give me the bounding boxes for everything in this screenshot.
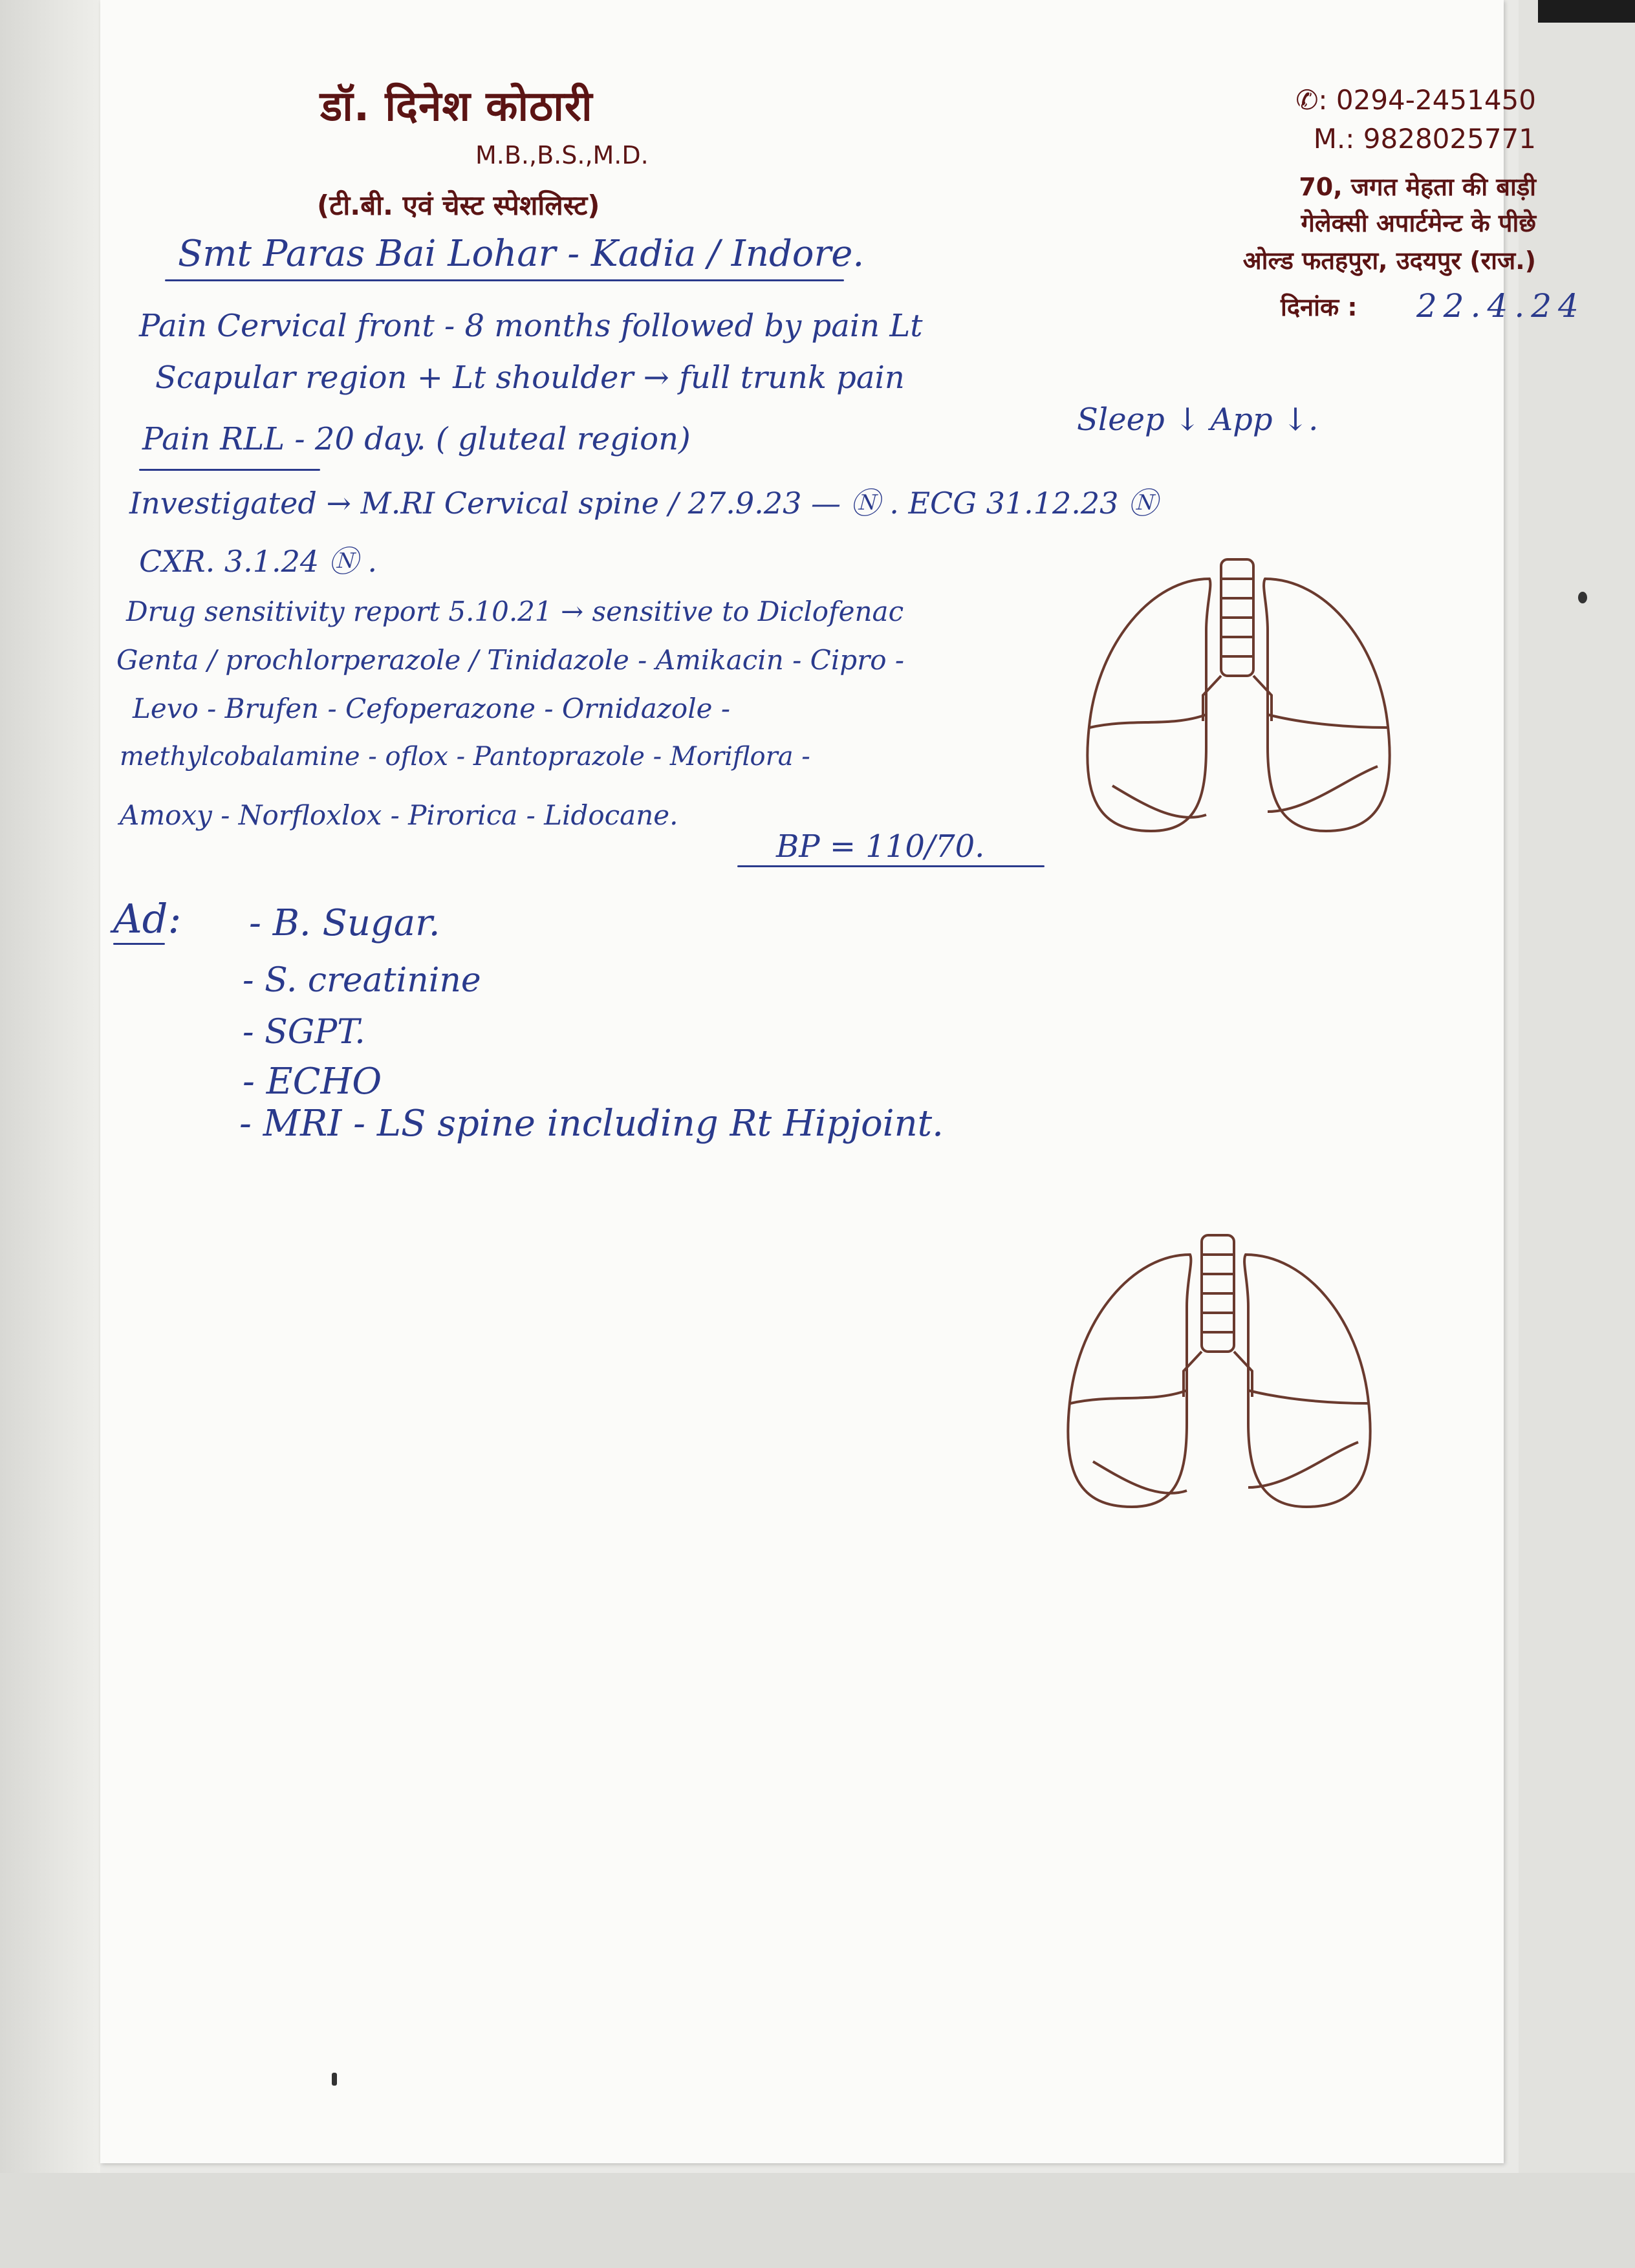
sleep-appetite-note: Sleep ↓ App ↓.	[1077, 402, 1319, 438]
date-label: दिनांक :	[1281, 293, 1358, 321]
lungs-diagram-icon	[1074, 553, 1410, 844]
drug-sensitivity-line: Drug sensitivity report 5.10.21 → sensitive to Diclofenac	[126, 596, 904, 627]
doctor-specialty: (टी.बी. एवं चेस्ट स्पेशलिस्ट)	[317, 189, 600, 221]
scan-corner	[1538, 0, 1635, 23]
advice-label: Ad:	[113, 895, 182, 942]
phone-number: ✆: 0294-2451450	[1295, 84, 1536, 116]
doctor-name: डॉ. दिनेश कोठारी	[320, 83, 593, 131]
scan-margin-right	[1519, 0, 1635, 2268]
lungs-diagram-icon	[1054, 1229, 1391, 1520]
advice-item: - MRI - LS spine including Rt Hipjoint.	[239, 1103, 944, 1145]
scan-speck	[1578, 592, 1587, 603]
scan-margin-bottom	[0, 2173, 1635, 2268]
drug-list-line-3: methylcobalamine - oflox - Pantoprazole - Moriflora -	[120, 742, 810, 772]
advice-item: - S. creatinine	[243, 961, 481, 1000]
address-line-2: गेलेक्सी अपार्टमेन्ट के पीछे	[1301, 209, 1536, 237]
address-line-1: 70, जगत मेहता की बाड़ी	[1299, 173, 1536, 201]
cxr-line: CXR. 3.1.24 Ⓝ .	[139, 544, 377, 579]
complaint-line-1: Pain Cervical front - 8 months followed by pain Lt	[139, 308, 923, 344]
advice-item: - ECHO	[243, 1061, 382, 1103]
mobile-number: M.: 9828025771	[1313, 123, 1536, 155]
advice-item: - B. Sugar.	[249, 902, 440, 944]
drug-list-line-4: Amoxy - Norfloxlox - Pirorica - Lidocane.	[120, 799, 678, 831]
bp-underline	[737, 865, 1045, 867]
pain-underline	[139, 469, 320, 471]
drug-list-line-1: Genta / prochlorperazole / Tinidazole - Amikacin - Cipro -	[116, 644, 905, 676]
complaint-line-3: Pain RLL - 20 day. ( gluteal region)	[142, 421, 691, 457]
prescription-sheet	[100, 0, 1585, 2163]
complaint-line-2: Scapular region + Lt shoulder → full trunk pain	[155, 360, 905, 396]
scan-speck	[332, 2073, 337, 2086]
patient-underline	[165, 279, 844, 281]
patient-name: Smt Paras Bai Lohar - Kadia / Indore.	[178, 233, 865, 275]
advice-item: - SGPT.	[243, 1013, 365, 1052]
drug-list-line-2: Levo - Brufen - Cefoperazone - Ornidazole -	[133, 693, 731, 724]
handwritten-date: 22.4.24	[1416, 287, 1585, 325]
investigations-line: Investigated → M.RI Cervical spine / 27.9.23 — Ⓝ . ECG 31.12.23 Ⓝ	[129, 486, 1158, 521]
address-line-3: ओल्ड फतहपुरा, उदयपुर (राज.)	[1242, 246, 1536, 275]
doctor-degree: M.B.,B.S.,M.D.	[475, 141, 649, 169]
scan-margin-left	[0, 0, 100, 2268]
advice-underline	[113, 943, 165, 945]
blood-pressure: BP = 110/70.	[776, 828, 985, 865]
